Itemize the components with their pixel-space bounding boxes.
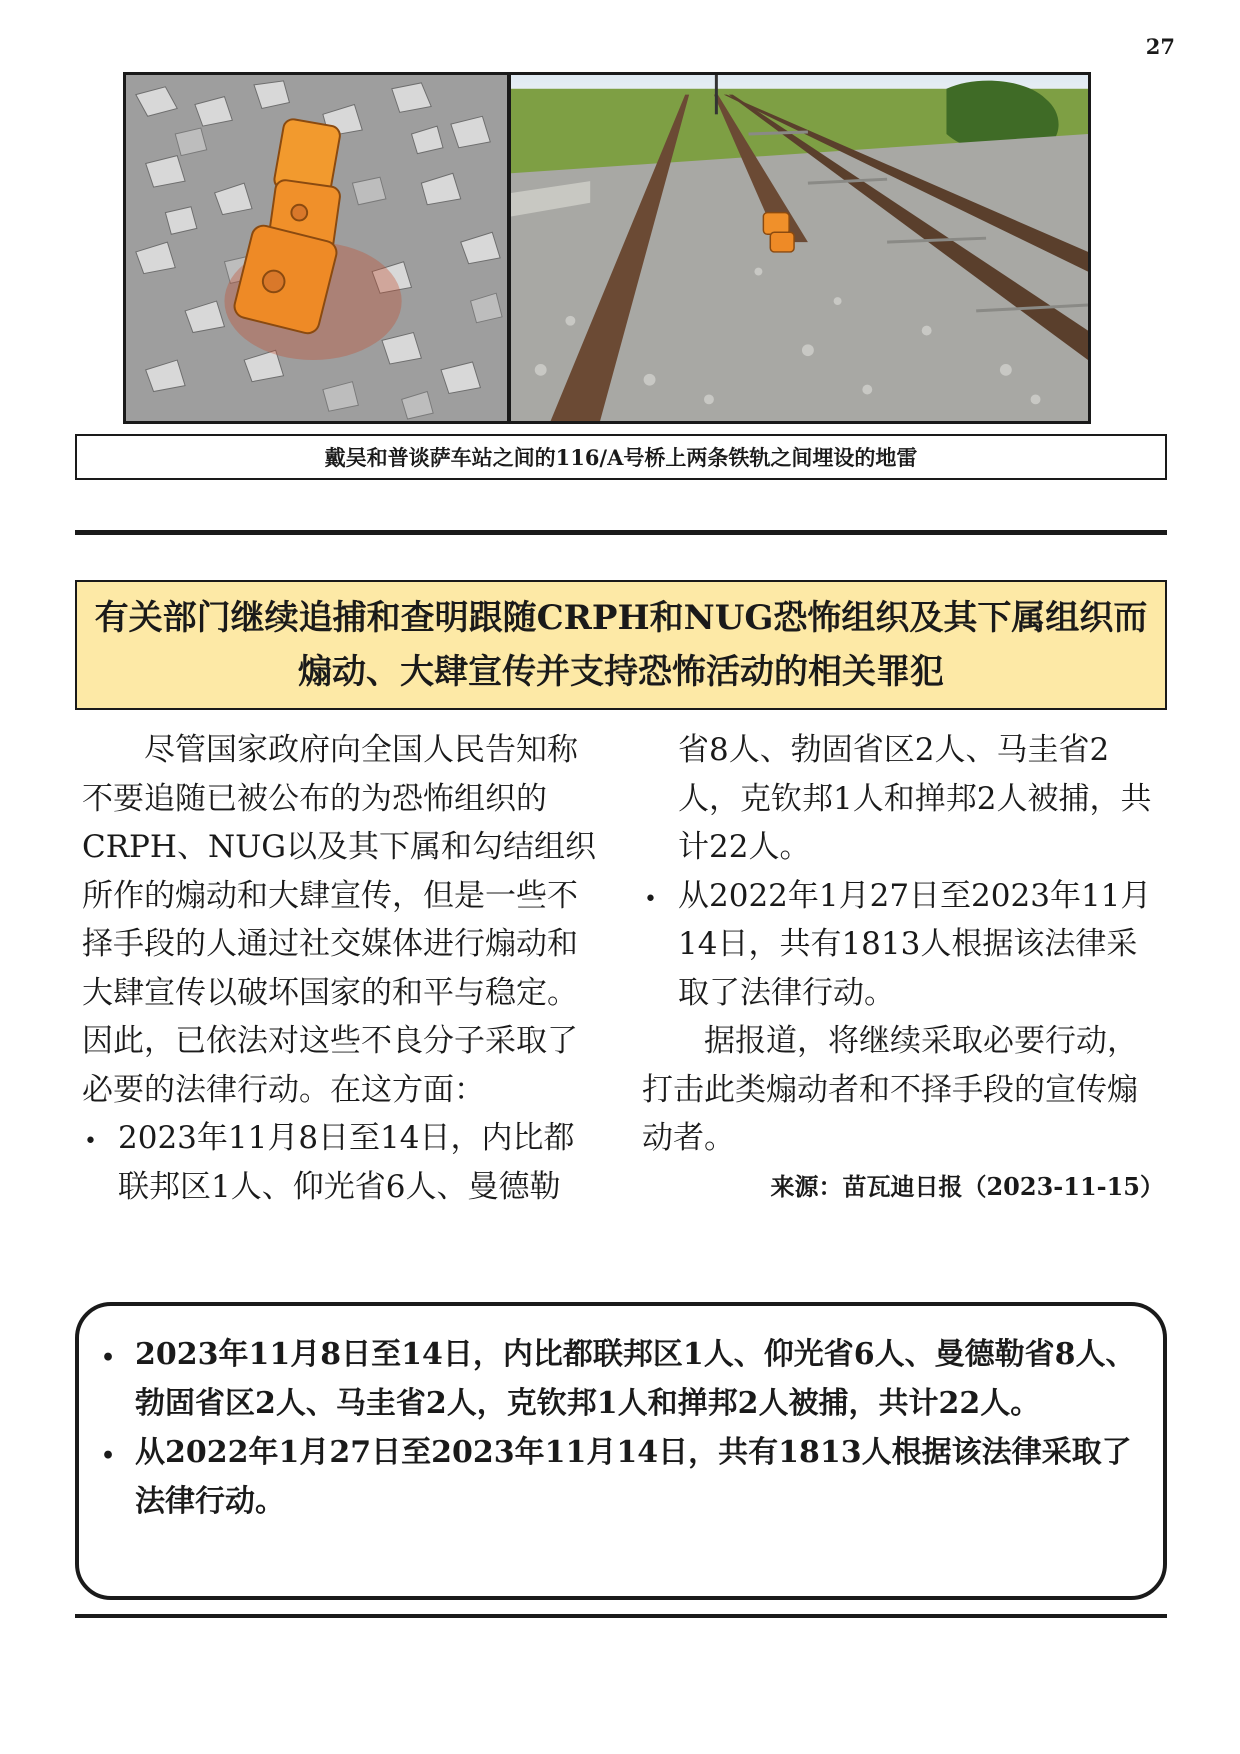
section-divider: [75, 530, 1167, 535]
railway-track-illustration: [511, 75, 1088, 421]
summary-bullet-list: [101, 1330, 1147, 1526]
bullet-icon: •: [84, 1129, 97, 1154]
headline-line-1: 有关部门继续追捕和查明跟随CRPH和NUG恐怖组织及其下属组织而: [94, 598, 1148, 638]
article-bullet-list: [642, 872, 1164, 1018]
photo-caption: 戴吴和普谈萨车站之间的116/A号桥上两条铁轨之间埋设的地雷: [75, 434, 1167, 480]
landmine-closeup-illustration: [126, 75, 507, 421]
bullet-text: 从2022年1月27日至2023年11月14日，共有1813人根据该法律采取了法律行动。: [678, 877, 1152, 1011]
summary-bullet-text: 2023年11月8日至14日，内比都联邦区1人、仰光省6人、曼德勒省8人、勃固省区2人、马圭省2人，克钦邦1人和掸邦2人被捕，共计22人。: [135, 1337, 1136, 1421]
bullet-icon: •: [101, 1345, 116, 1371]
headline-line-2: 煽动、大肆宣传并支持恐怖活动的相关罪犯: [298, 652, 944, 692]
landmine-closeup-photo: [123, 72, 510, 424]
bullet-icon: •: [644, 886, 657, 912]
summary-box: [75, 1302, 1167, 1600]
railway-track-photo: [508, 72, 1091, 424]
footer-divider: [75, 1614, 1167, 1618]
article-intro-paragraph: 尽管国家政府向全国人民告知称不要追随已被公布的为恐怖组织的CRPH、NUG以及其下属和勾结组织所作的煽动和大肆宣传，但是一些不择手段的人通过社交媒体进行煽动和大肆宣传以破坏国家的和平与稳定。因此，已依法对这些不良分子采取了必要的法律行动。在这方面：: [82, 732, 596, 1108]
article-column-right: [642, 726, 1164, 1211]
article-headline: [75, 580, 1167, 710]
list-item: [642, 872, 1164, 1018]
list-item: [101, 1330, 1147, 1428]
article-bullet-list: [82, 1114, 604, 1211]
page-number: 27: [1145, 34, 1175, 59]
article-source: 来源：苗瓦迪日报（2023-11-15）: [770, 1171, 1164, 1201]
list-item: [82, 1114, 604, 1211]
bullet-continuation: 省8人、勃固省区2人、马圭省2人，克钦邦1人和掸邦2人被捕，共计22人。: [678, 732, 1152, 865]
bullet-text: 2023年11月8日至14日，内比都联邦区1人、仰光省6人、曼德勒: [118, 1120, 575, 1205]
bullet-icon: •: [101, 1443, 116, 1469]
list-item: [101, 1428, 1147, 1526]
summary-bullet-text: 从2022年1月27日至2023年11月14日，共有1813人根据该法律采取了法律行动。: [135, 1435, 1132, 1519]
article-closing-paragraph: 据报道，将继续采取必要行动，打击此类煽动者和不择手段的宣传煽动者。: [642, 1023, 1138, 1156]
article-column-left: [82, 726, 604, 1211]
